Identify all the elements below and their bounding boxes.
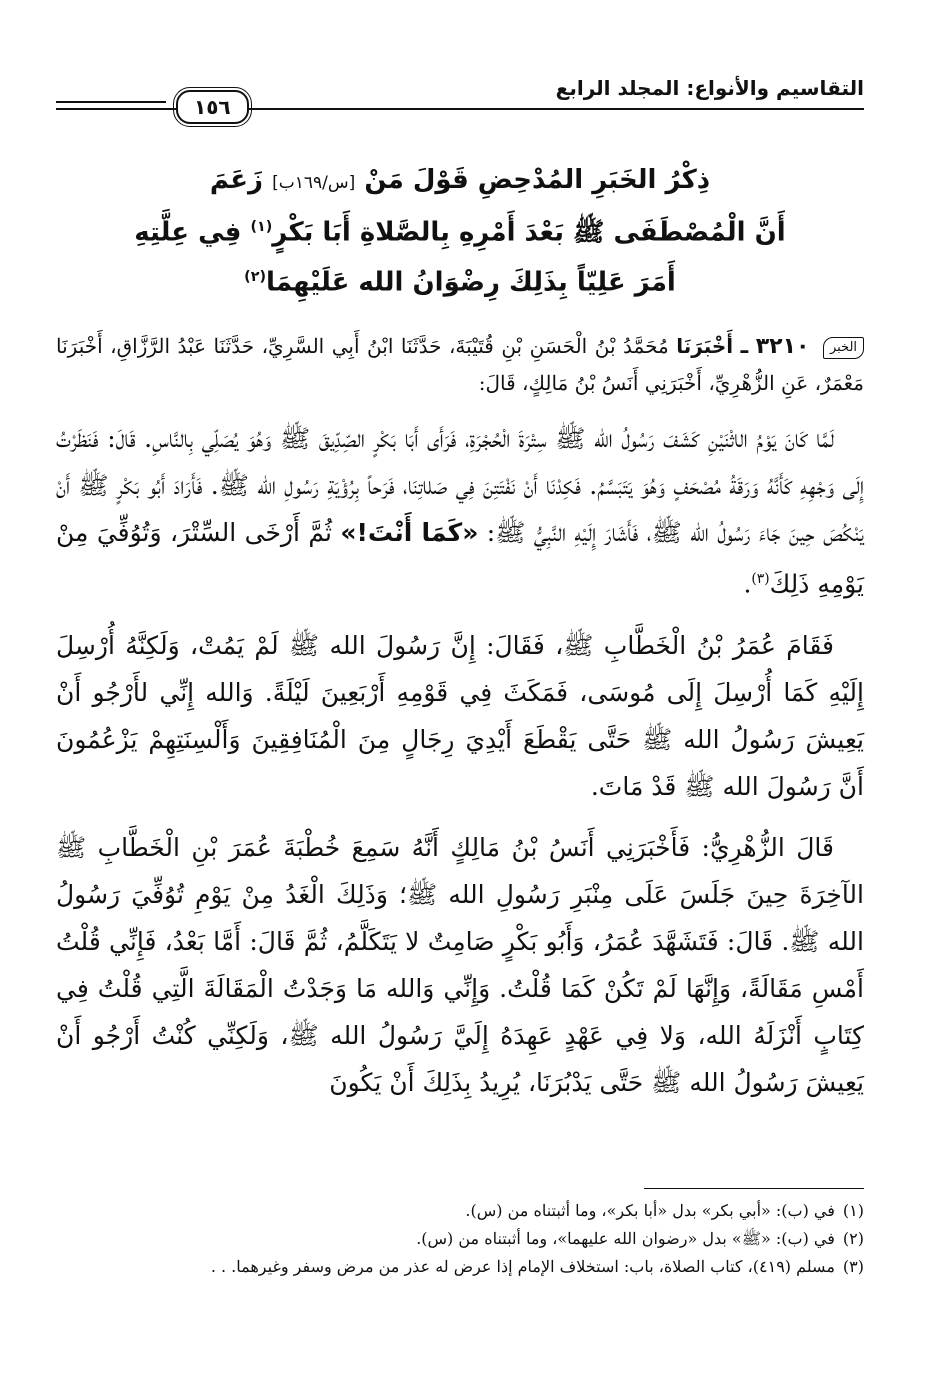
title-text: ذِكْرُ الخَبَرِ المُدْحِضِ قَوْلَ مَنْ xyxy=(364,165,711,195)
chapter-title xyxy=(56,158,864,304)
footnote-number: (٣) xyxy=(842,1257,864,1276)
footnote-number: (١) xyxy=(842,1201,864,1220)
footnote xyxy=(56,1197,864,1225)
footnote-text: مسلم (٤١٩)، كتاب الصلاة، باب: استخلاف الإمام إذا عرض له عذر من مرض وسفر وغيرهما. . . xyxy=(210,1257,835,1276)
footnote xyxy=(56,1225,864,1253)
paragraph-2: فَقَامَ عُمَرُ بْنُ الْخَطَّابِ ﷺ، فَقَالَ: إِنَّ رَسُولَ الله ﷺ لَمْ يَمُتْ، وَلَكِنَّهُ أُرْسِلَ إِلَيْهِ كَمَا أُرْسِلَ إِلَى مُوسَى، فَمَكَثَ فِي قَوْمِهِ أَرْبَعِينَ لَيْلَةً. وَالله إِنِّي لأَرْجُو أَنْ يَعِيشَ رَسُولُ الله ﷺ حَتَّى يَقْطَعَ أَيْدِيَ رِجَالٍ مِنَ الْمُنَافِقِينَ وَأَلْسِنَتِهِمْ يَزْعُمُونَ أَنَّ رَسُولَ الله ﷺ قَدْ مَاتَ. xyxy=(56,630,864,801)
footnotes xyxy=(56,1188,864,1281)
akhbarana: أَخْبَرَنَا xyxy=(676,334,734,359)
title-line-3 xyxy=(56,255,864,305)
title-line-2 xyxy=(56,205,864,255)
text: ثُمَّ أَرْخَى السِّتْرَ، وَتُوُفِّيَ مِنْ يَوْمِهِ ذَلِكَ xyxy=(56,518,864,599)
footnote xyxy=(56,1253,864,1281)
isnad-text: مُحَمَّدُ بْنُ الْحَسَنِ بْنِ قُتَيْبَةَ، حَدَّثَنَا ابْنُ أَبِي السَّرِيِّ، حَدَّثَنَا عَبْدُ الرَّزَّاقِ، أَخْبَرَنَا مَعْمَرٌ، عَنِ الزُّهْرِيِّ، أَخْبَرَنِي أَنَسُ بْنُ مَالِكٍ، قَالَ: xyxy=(56,334,864,396)
running-header xyxy=(56,70,864,118)
text: لَمَّا كَانَ يَوْمُ الاثْنَيْنِ كَشَفَ رَسُولُ الله ﷺ سِتْرَةَ الْحُجْرَةِ، فَرَأَى أَبَا بَكْرٍ الصِّدِّيقَ ﷺ وَهُوَ يُصَلِّي بِالنَّاسِ. قَالَ: فَنَظَرْتُ إِلَى وَجْهِهِ كَأَنَّهُ وَرَقَةُ مُصْحَفٍ وَهُوَ يَتَبَسَّمُ. فَكِدْنَا أَنْ نَفْتَتِنَ فِي صَلاتِنَا، فَرَحاً بِرُؤْيَةِ رَسُولِ الله ﷺ. فَأَرَادَ أَبُو بَكْرٍ ﷺ أَنْ يَنْكُصَ حِينَ جَاءَ رَسُولُ الله ﷺ، فَأَشَارَ إِلَيْهِ النَّبِيُّ ﷺ: xyxy=(56,424,864,548)
page-number: ١٥٦ xyxy=(176,90,249,124)
title-text: فِي عِلَّتِهِ xyxy=(134,217,242,248)
text: . xyxy=(743,569,752,599)
khabar-badge-icon: الخبر xyxy=(823,337,864,359)
title-text: زَعَمَ xyxy=(209,165,264,195)
footnote-ref: (١) xyxy=(250,219,273,235)
title-text: أَمَرَ عَلِيّاً بِذَلِكَ رِضْوَانُ الله عَلَيْهِمَا xyxy=(265,267,676,298)
prophet-quote: «كَمَا أَنْتَ!» xyxy=(340,518,479,548)
footnote-ref: (٣) xyxy=(751,571,770,588)
footnote-rule xyxy=(644,1188,864,1189)
footnote-text: في (ب): «أبي بكر» بدل «أبا بكر»، وما أثبتناه من (س). xyxy=(465,1201,835,1220)
title-line-1 xyxy=(56,158,864,205)
title-text: أَنَّ الْمُصْطَفَى ﷺ بَعْدَ أَمْرِهِ بِالصَّلاةِ أَبَا بَكْرٍ xyxy=(272,217,786,248)
hadith-number: ٣٢١٠ xyxy=(755,334,810,360)
footnote-number: (٢) xyxy=(842,1229,864,1248)
header-double-rule xyxy=(56,101,166,110)
paragraph-1 xyxy=(56,415,864,607)
paragraph-3: قَالَ الزُّهْرِيُّ: فَأَخْبَرَنِي أَنَسُ بْنُ مَالِكٍ أَنَّهُ سَمِعَ خُطْبَةَ عُمَرَ بْنِ الْخَطَّابِ ﷺ الآخِرَةَ حِينَ جَلَسَ عَلَى مِنْبَرِ رَسُولِ الله ﷺ؛ وَذَلِكَ الْغَدُ مِنْ يَوْمِ تُوُفِّيَ رَسُولُ الله ﷺ. قَالَ: فَتَشَهَّدَ عُمَرُ، وَأَبُو بَكْرٍ صَامِتٌ لا يَتَكَلَّمُ، ثُمَّ قَالَ: أَمَّا بَعْدُ، فَإِنِّي قُلْتُ أَمْسِ مَقَالَةً، وَإِنَّهَا لَمْ تَكُنْ كَمَا قُلْتُ. وَإِنِّي وَالله مَا وَجَدْتُ الْمَقَالَةَ الَّتِي قُلْتُ فِي كِتَابٍ أَنْزَلَهُ الله، وَلا فِي عَهْدٍ عَهِدَهُ إِلَيَّ رَسُولُ الله ﷺ، وَلَكِنِّي كُنْتُ أَرْجُو أَنْ يَعِيشَ رَسُولُ الله ﷺ حَتَّى يَدْبُرَنَا، يُرِيدُ بِذَلِكَ أَنْ يَكُونَ xyxy=(56,832,864,1097)
header-title: التقاسيم والأنواع: المجلد الرابع xyxy=(555,76,864,100)
footnote-ref: (٢) xyxy=(244,268,266,285)
footnote-text: في (ب): «ﷺ» بدل «رضوان الله عليهما»، وما أثبتناه من (س). xyxy=(416,1229,835,1248)
manuscript-ref: [س/١٦٩ب] xyxy=(272,173,356,193)
hadith-dash: ـ xyxy=(740,334,749,360)
book-page xyxy=(56,70,864,1357)
hadith-isnad xyxy=(56,328,864,401)
